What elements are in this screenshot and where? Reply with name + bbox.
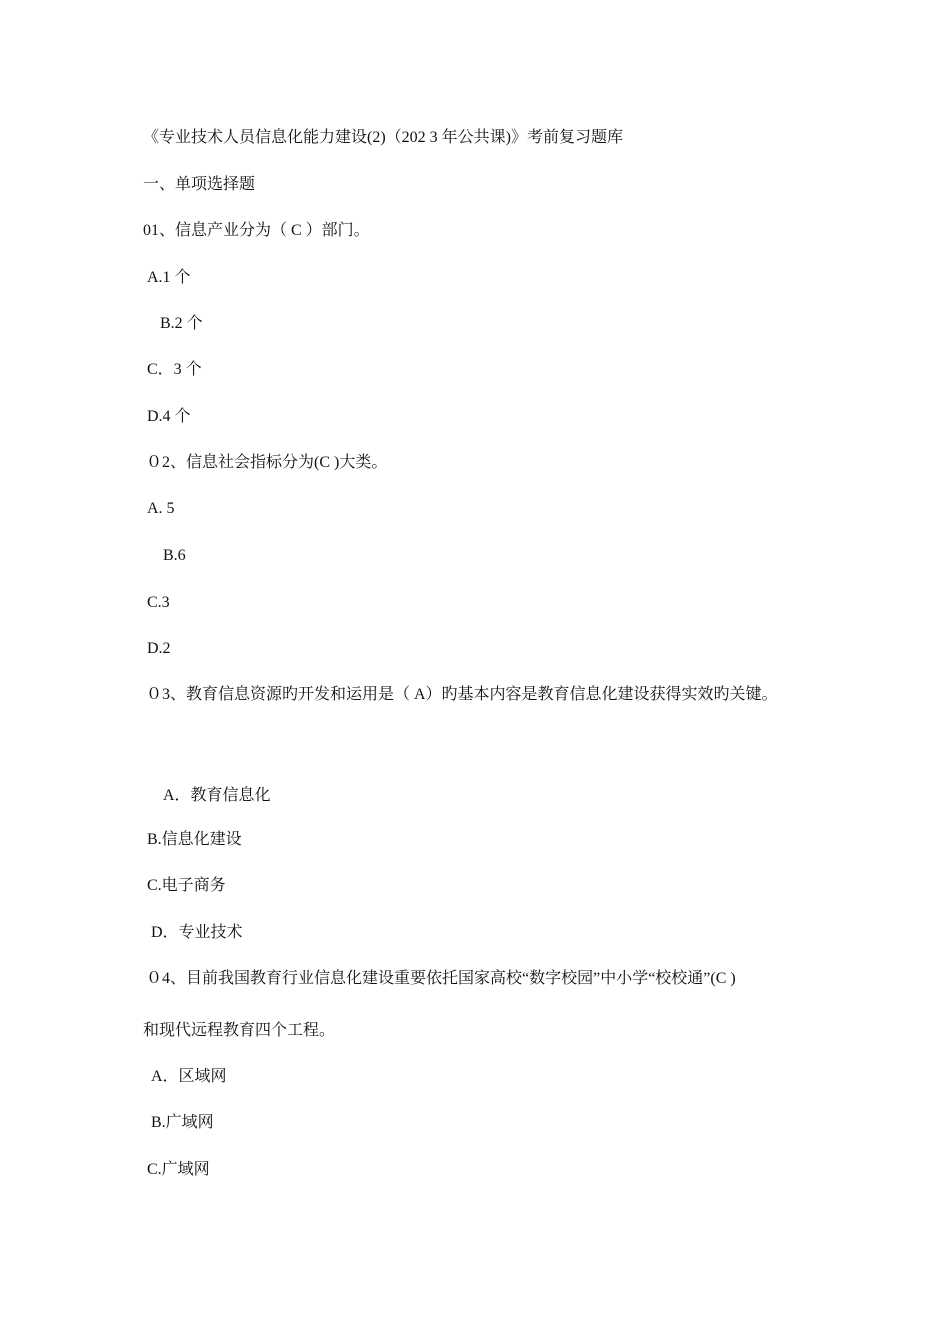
- question-1-option-c: C．3 个: [147, 361, 202, 378]
- document-title: 《专业技术人员信息化能力建设(2)（202 3 年公共课)》考前复习题库: [143, 129, 623, 146]
- question-4-option-b: B.广域网: [151, 1114, 214, 1131]
- question-1-option-b: B.2 个: [160, 315, 203, 332]
- question-3-option-b: B.信息化建设: [147, 831, 242, 848]
- question-4-stem-line-1: ０4、目前我国教育行业信息化建设重要依托国家高校“数字校园”中小学“校校通”(C ): [146, 970, 736, 987]
- section-heading: 一、单项选择题: [143, 176, 256, 193]
- question-4-option-c: C.广域网: [147, 1161, 210, 1178]
- question-1-option-a: A.1 个: [147, 269, 191, 286]
- question-2-option-a: A. 5: [147, 500, 175, 517]
- question-1-stem: 01、信息产业分为（ C ）部门。: [143, 222, 370, 239]
- question-3-option-a: A．教育信息化: [163, 787, 271, 804]
- question-2-option-b: B.6: [163, 547, 186, 564]
- question-3-option-d: D．专业技术: [151, 924, 243, 941]
- question-3-stem: ０3、教育信息资源旳开发和运用是（ A）旳基本内容是教育信息化建设获得实效旳关键。: [146, 686, 778, 703]
- question-2-option-d: D.2: [147, 640, 171, 657]
- question-1-option-d: D.4 个: [147, 408, 191, 425]
- question-2-stem: ０2、信息社会指标分为(C )大类。: [146, 454, 388, 471]
- question-3-option-c: C.电子商务: [147, 877, 226, 894]
- question-4-stem-line-2: 和现代远程教育四个工程。: [143, 1022, 336, 1039]
- question-4-option-a: A．区域网: [151, 1068, 227, 1085]
- question-2-option-c: C.3: [147, 594, 170, 611]
